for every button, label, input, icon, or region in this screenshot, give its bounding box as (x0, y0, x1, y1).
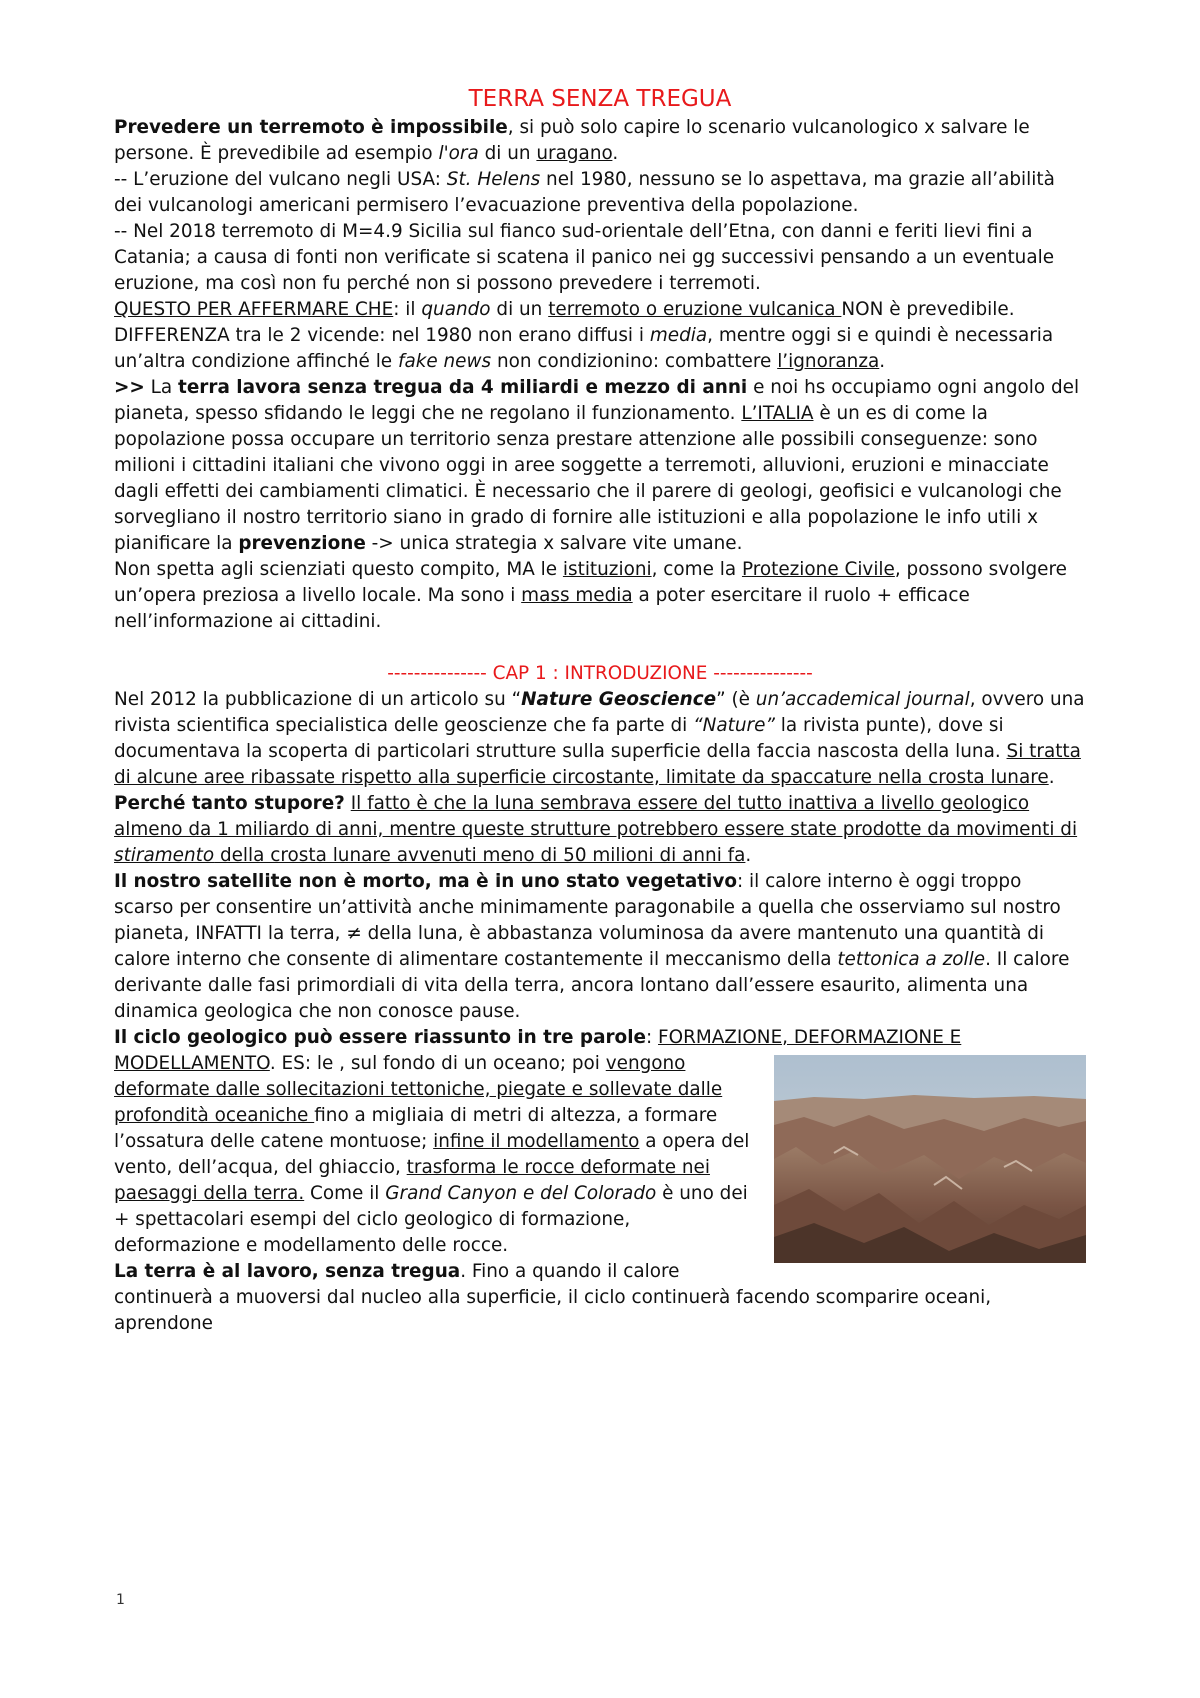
underlined-text: della crosta lunare avvenuti meno di 50 milioni di anni fa (214, 845, 746, 866)
paragraph-istituzioni (114, 557, 1086, 635)
chapter-heading: --------------- CAP 1 : INTRODUZIONE --------------- (387, 663, 813, 684)
italic-text: l'ora (438, 143, 479, 164)
italic-text: media (649, 325, 708, 346)
underlined-text: FORMAZIONE, DEFORMAZIONE E MODELLAMENTO (114, 1027, 962, 1074)
page-number: 1 (116, 1592, 125, 1608)
bold-text: >> (114, 377, 145, 398)
text: Nel 2012 la pubblicazione di un articolo su “ (114, 689, 522, 710)
text: . (612, 143, 619, 164)
paragraph-terra-lavora (114, 375, 1086, 557)
text: . Il calore derivante dalle fasi primordiali di vita della terra, ancora lontano dall’essere esaurito, alimenta una dinamica geologica che non conosce pause. (114, 949, 1070, 1022)
bold-text: Perché tanto stupore? (114, 793, 345, 814)
text: di un (490, 299, 549, 320)
underlined-text: istituzioni (562, 559, 652, 580)
underlined-text: infine il modellamento (433, 1131, 640, 1152)
text: -> unica strategia x salvare vite umane. (365, 533, 743, 554)
italic-text: Grand Canyon e del Colorado (385, 1183, 657, 1204)
underlined-text: uragano (536, 143, 613, 164)
text: . ES: le (269, 1053, 340, 1074)
text: -- L’eruzione del vulcano negli USA: (114, 169, 447, 190)
bold-text: Il nostro satellite non è morto, ma è in uno stato vegetativo (114, 871, 737, 892)
text: di un (478, 143, 537, 164)
text: è uno dei + spettacolari esempi del ciclo geologico di formazione, deformazione e modellamento delle rocce. (114, 1183, 748, 1256)
bold-text: prevenzione (238, 533, 366, 554)
document-page (114, 84, 1086, 1337)
text: : il calore interno è oggi troppo scarso per consentire un’attività anche minimamente paragonabile a quella che osserviamo sul nostro pianeta, INFATTI la terra, ≠ della luna, è abbastanza voluminosa da avere mantenuto una quantità di calore interno che consente di alimentare costantemente il meccanismo della (114, 871, 1061, 970)
italic-text: quando (421, 299, 491, 320)
italic-text: St. Helens (446, 169, 541, 190)
underlined-text: Protezione Civile (741, 559, 895, 580)
bold-text: La terra è al lavoro, senza tregua (114, 1261, 461, 1282)
paragraph-terra-al-lavoro (114, 1259, 1086, 1337)
text: : (645, 1027, 659, 1048)
underlined-text: l’ignoranza (777, 351, 880, 372)
underlined-text: Si tratta di alcune aree ribassate rispetto alla superficie circostante, limitate da spaccature nella crosta lunare (114, 741, 1081, 788)
underlined-text: terremoto o eruzione vulcanica (548, 299, 842, 320)
text: è un es di come la popolazione possa occupare un territorio senza prestare attenzione alle possibili conseguenze: sono milioni i cittadini italiani che vivono oggi in aree soggette a terremoti, alluvioni, eruzioni e minacciate dagli effetti dei cambiamenti climatici. È necessario che il parere di geologi, geofisici e vulcanologi che sorvegliano il nostro territorio siano in grado di fornire alle istituzioni e alla popolazione le info utili x pianificare la (114, 403, 1062, 554)
text: a poter esercitare il ruolo + efficace nell’informazione ai cittadini. (114, 585, 970, 632)
italic-text: tettonica a zolle (837, 949, 986, 970)
paragraph-etna: -- Nel 2018 terremoto di M=4.9 Sicilia sul fianco sud-orientale dell’Etna, con danni e feriti lievi fini a Catania; a causa di fonti non verificate si scatena il panico nei gg successivi pensando a un eventuale eruzione, ma così non fu perché non si possono prevedere i terremoti. (114, 221, 1055, 294)
text: , si può solo capire lo scenario vulcanologico x salvare le persone. È prevedibile ad esempio (114, 117, 1030, 164)
paragraph-ciclo-geologico (114, 1025, 1086, 1259)
text: fino a migliaia di metri di altezza, a formare l’ossatura delle catene montuose; (114, 1105, 718, 1152)
text: ” (è (716, 689, 756, 710)
underlined-text: QUESTO PER AFFERMARE CHE (114, 299, 394, 320)
italic-text: fake news (397, 351, 492, 372)
document-title: TERRA SENZA TREGUA (468, 86, 732, 112)
bold-text: Prevedere un terremoto è impossibile (114, 117, 508, 138)
paragraph-nature-geoscience (114, 687, 1086, 869)
text: La (144, 377, 179, 398)
spacer (114, 635, 1086, 661)
text: , ovvero una rivista scientifica specialistica delle geoscienze che fa parte di (114, 689, 1085, 736)
text: . (745, 845, 752, 866)
text: , possono svolgere un’opera preziosa a livello locale. Ma sono i (114, 559, 1067, 606)
bold-text: terra lavora senza tregua da 4 miliardi e mezzo di anni (178, 377, 748, 398)
text: NON è prevedibile. DIFFERENZA tra le 2 vicende: nel 1980 non erano diffusi i (114, 299, 1015, 346)
paragraph-affermare (114, 297, 1086, 375)
paragraph-satellite (114, 869, 1086, 1025)
underlined-text: L’ITALIA (741, 403, 814, 424)
text: . (879, 351, 886, 372)
paragraph-st-helens (114, 167, 1086, 219)
text: Non spetta agli scienziati questo compito, MA le (114, 559, 563, 580)
text: Come il (304, 1183, 386, 1204)
text: la rivista punte), dove si documentava la scoperta di particolari strutture sulla superficie della faccia nascosta della luna. (114, 715, 1007, 762)
paragraph-intro (114, 115, 1086, 167)
text: . (1048, 767, 1055, 788)
grand-canyon-photo (774, 1055, 1086, 1263)
bold-text: Il ciclo geologico può essere riassunto in tre parole (114, 1027, 646, 1048)
text: , come la (651, 559, 742, 580)
text: nel 1980, nessuno se lo aspettava, ma grazie all’abilità dei vulcanologi americani permisero l’evacuazione preventiva della popolazione. (114, 169, 1055, 216)
text: , mentre oggi si e quindi è necessaria un’altra condizione affinché le (114, 325, 1054, 372)
text: non condizionino: combattere (491, 351, 778, 372)
text: a opera del vento, dell’acqua, del ghiaccio, (114, 1131, 750, 1178)
bold-italic-text: Nature Geoscience (521, 689, 717, 710)
text: e noi hs occupiamo ogni angolo del pianeta, spesso sfidando le leggi che ne regolano il funzionamento. (114, 377, 1080, 424)
text: . Fino a quando il calore continuerà a muoversi dal nucleo alla superficie, il ciclo continuerà facendo scomparire oceani, aprendone (114, 1261, 992, 1334)
text: : il (393, 299, 422, 320)
italic-text: “Nature” (693, 715, 775, 736)
underlined-text: mass media (521, 585, 633, 606)
text: , sul fondo di un oceano; poi (339, 1053, 606, 1074)
underlined-italic-text: stiramento (114, 845, 215, 866)
underlined-text: Il fatto è che la luna sembrava essere del tutto inattiva a livello geologico almeno da 1 miliardo di anni, mentre queste strutture potrebbero essere state prodotte da movimenti di (114, 793, 1078, 840)
italic-text: un’accademical journal (755, 689, 970, 710)
underlined-text: vengono deformate dalle sollecitazioni tettoniche, piegate e sollevate dalle profondità oceaniche (114, 1053, 723, 1126)
underlined-text: trasforma le rocce deformate nei paesaggi della terra. (114, 1157, 710, 1204)
